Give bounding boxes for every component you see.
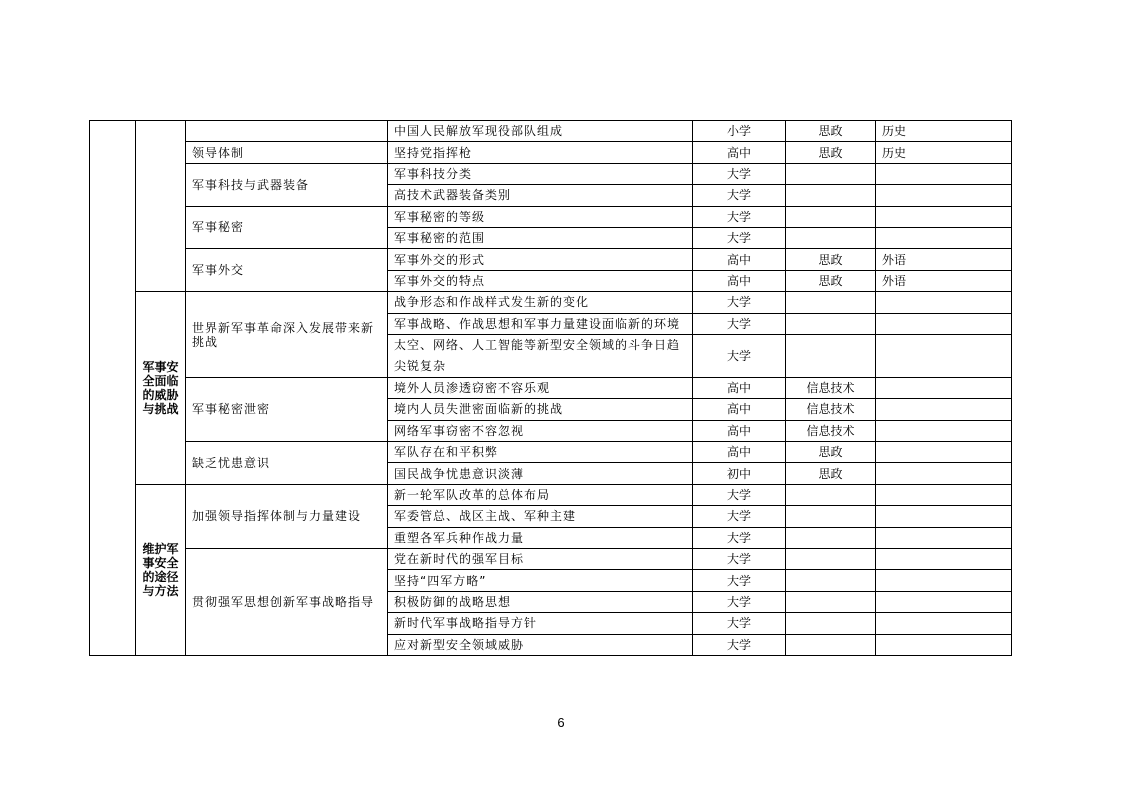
topic-cell: 军事秘密的范围	[388, 227, 693, 248]
table-row	[90, 206, 1012, 227]
subject2-cell	[876, 634, 1012, 655]
subject2-cell	[876, 399, 1012, 420]
level-cell: 高中	[693, 399, 786, 420]
level-cell: 大学	[693, 227, 786, 248]
level-cell: 大学	[693, 292, 786, 313]
level-cell: 大学	[693, 570, 786, 591]
topic-cell: 太空、网络、人工智能等新型安全领域的斗争日趋尖锐复杂	[388, 334, 693, 377]
topic-cell: 重塑各军兵种作战力量	[388, 527, 693, 548]
topic-cell: 军事科技分类	[388, 163, 693, 184]
level-cell: 大学	[693, 185, 786, 206]
level-cell: 初中	[693, 463, 786, 484]
subject2-cell: 外语	[876, 270, 1012, 291]
subject1-cell: 思政	[786, 249, 876, 270]
subject2-cell	[876, 484, 1012, 505]
level-cell: 大学	[693, 163, 786, 184]
section-title	[136, 121, 186, 292]
subject2-cell	[876, 206, 1012, 227]
level-cell: 大学	[693, 527, 786, 548]
level-cell: 大学	[693, 206, 786, 227]
table-row	[90, 142, 1012, 163]
subject1-cell	[786, 506, 876, 527]
topic-cell: 网络军事窃密不容忽视	[388, 420, 693, 441]
subtopic-cell: 世界新军事革命深入发展带来新挑战	[186, 292, 388, 378]
subject1-cell	[786, 334, 876, 377]
subject2-cell: 历史	[876, 142, 1012, 163]
subject2-cell	[876, 185, 1012, 206]
topic-cell: 党在新时代的强军目标	[388, 549, 693, 570]
subtopic-cell: 军事外交	[186, 249, 388, 292]
curriculum-table	[89, 120, 1012, 656]
topic-cell: 军事外交的形式	[388, 249, 693, 270]
subject2-cell	[876, 163, 1012, 184]
table-row	[90, 121, 1012, 142]
level-cell: 高中	[693, 377, 786, 398]
level-cell: 高中	[693, 142, 786, 163]
subtopic-cell: 贯彻强军思想创新军事战略指导	[186, 549, 388, 656]
topic-cell: 军事秘密的等级	[388, 206, 693, 227]
outer-category-cell	[90, 121, 136, 656]
topic-cell: 新一轮军队改革的总体布局	[388, 484, 693, 505]
topic-cell: 军委管总、战区主战、军种主建	[388, 506, 693, 527]
topic-cell: 积极防御的战略思想	[388, 591, 693, 612]
level-cell: 大学	[693, 613, 786, 634]
subject2-cell	[876, 463, 1012, 484]
table-row	[90, 442, 1012, 463]
subject1-cell: 思政	[786, 270, 876, 291]
level-cell: 大学	[693, 313, 786, 334]
subject2-cell	[876, 506, 1012, 527]
subtopic-cell: 军事秘密	[186, 206, 388, 249]
topic-cell: 高技术武器装备类别	[388, 185, 693, 206]
level-cell: 大学	[693, 634, 786, 655]
subtopic-cell: 领导体制	[186, 142, 388, 163]
subject2-cell: 外语	[876, 249, 1012, 270]
subject1-cell	[786, 484, 876, 505]
subject1-cell	[786, 163, 876, 184]
topic-cell: 军事外交的特点	[388, 270, 693, 291]
level-cell: 大学	[693, 506, 786, 527]
subject1-cell: 思政	[786, 442, 876, 463]
subject1-cell	[786, 313, 876, 334]
section-title: 军事安全面临的威胁与挑战	[136, 292, 186, 485]
subtopic-cell: 加强领导指挥体制与力量建设	[186, 484, 388, 548]
level-cell: 大学	[693, 334, 786, 377]
subject2-cell	[876, 527, 1012, 548]
table-row	[90, 484, 1012, 505]
subtopic-cell: 军事科技与武器装备	[186, 163, 388, 206]
subject2-cell	[876, 292, 1012, 313]
subject1-cell: 信息技术	[786, 399, 876, 420]
subject1-cell: 信息技术	[786, 420, 876, 441]
subject1-cell	[786, 613, 876, 634]
topic-cell: 军队存在和平积弊	[388, 442, 693, 463]
level-cell: 大学	[693, 484, 786, 505]
topic-cell: 战争形态和作战样式发生新的变化	[388, 292, 693, 313]
level-cell: 小学	[693, 121, 786, 142]
level-cell: 高中	[693, 442, 786, 463]
subject2-cell	[876, 377, 1012, 398]
subject1-cell	[786, 591, 876, 612]
subject1-cell: 思政	[786, 142, 876, 163]
table-row	[90, 163, 1012, 184]
level-cell: 高中	[693, 270, 786, 291]
topic-cell: 坚持“四军方略”	[388, 570, 693, 591]
subject2-cell	[876, 549, 1012, 570]
section-title: 维护军事安全的途径与方法	[136, 484, 186, 655]
topic-cell: 坚持党指挥枪	[388, 142, 693, 163]
level-cell: 高中	[693, 420, 786, 441]
subject2-cell	[876, 313, 1012, 334]
subject2-cell	[876, 613, 1012, 634]
level-cell: 大学	[693, 549, 786, 570]
subject1-cell	[786, 634, 876, 655]
subject2-cell	[876, 442, 1012, 463]
subject1-cell	[786, 570, 876, 591]
topic-cell: 中国人民解放军现役部队组成	[388, 121, 693, 142]
level-cell: 高中	[693, 249, 786, 270]
subject1-cell	[786, 549, 876, 570]
subject1-cell: 信息技术	[786, 377, 876, 398]
subject2-cell	[876, 420, 1012, 441]
subject1-cell	[786, 206, 876, 227]
level-cell: 大学	[693, 591, 786, 612]
table-row	[90, 549, 1012, 570]
table-row	[90, 292, 1012, 313]
subtopic-cell: 缺乏忧患意识	[186, 442, 388, 485]
subject1-cell	[786, 527, 876, 548]
subject2-cell	[876, 591, 1012, 612]
subject1-cell	[786, 185, 876, 206]
subtopic-cell	[186, 121, 388, 142]
subject1-cell: 思政	[786, 463, 876, 484]
topic-cell: 境外人员渗透窃密不容乐观	[388, 377, 693, 398]
subject1-cell	[786, 227, 876, 248]
subject1-cell	[786, 292, 876, 313]
subtopic-cell: 军事秘密泄密	[186, 377, 388, 441]
topic-cell: 军事战略、作战思想和军事力量建设面临新的环境	[388, 313, 693, 334]
subject1-cell: 思政	[786, 121, 876, 142]
table-row	[90, 377, 1012, 398]
table-row	[90, 249, 1012, 270]
subject2-cell: 历史	[876, 121, 1012, 142]
subject2-cell	[876, 227, 1012, 248]
subject2-cell	[876, 334, 1012, 377]
topic-cell: 国民战争忧患意识淡薄	[388, 463, 693, 484]
topic-cell: 新时代军事战略指导方针	[388, 613, 693, 634]
page-number: 6	[557, 715, 565, 730]
topic-cell: 境内人员失泄密面临新的挑战	[388, 399, 693, 420]
topic-cell: 应对新型安全领域威胁	[388, 634, 693, 655]
subject2-cell	[876, 570, 1012, 591]
